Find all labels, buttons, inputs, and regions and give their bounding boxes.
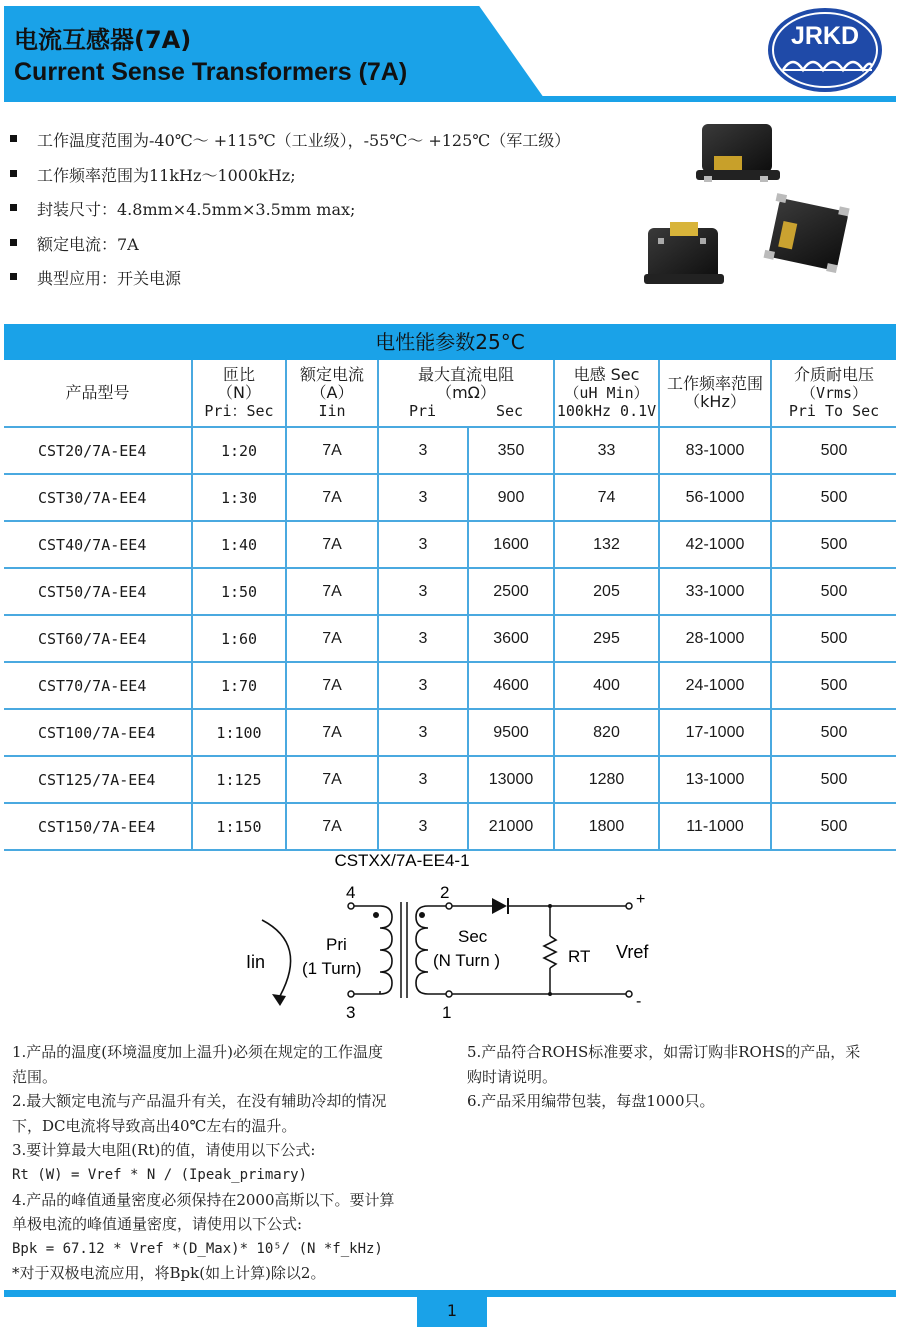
rt-label: RT bbox=[568, 947, 591, 966]
bullet-icon bbox=[10, 239, 17, 246]
cell-dcr-sec: 13000 bbox=[468, 756, 554, 803]
cell-frequency: 83-1000 bbox=[659, 427, 771, 474]
pin-2-label: 2 bbox=[440, 883, 450, 902]
cell-current: 7A bbox=[286, 568, 378, 615]
jrkd-logo bbox=[766, 6, 884, 94]
cell-dcr-sec: 350 bbox=[468, 427, 554, 474]
page-number: 1 bbox=[417, 1294, 487, 1327]
cell-frequency: 11-1000 bbox=[659, 803, 771, 850]
header-frequency: 工作频率范围 （kHz） bbox=[659, 360, 771, 427]
cell-current: 7A bbox=[286, 427, 378, 474]
cell-current: 7A bbox=[286, 756, 378, 803]
cell-model: CST100/7A-EE4 bbox=[4, 709, 192, 756]
spec-table bbox=[4, 360, 896, 851]
vref-plus-terminal bbox=[626, 903, 632, 909]
table-row bbox=[4, 803, 896, 850]
cell-dcr-sec: 2500 bbox=[468, 568, 554, 615]
cell-dcr-pri: 3 bbox=[378, 803, 468, 850]
table-row bbox=[4, 521, 896, 568]
header-turns-ratio: 匝比 （N） Pri：Sec bbox=[192, 360, 286, 427]
cell-inductance: 1800 bbox=[554, 803, 659, 850]
cell-model: CST30/7A-EE4 bbox=[4, 474, 192, 521]
cell-inductance: 33 bbox=[554, 427, 659, 474]
product-photo bbox=[612, 108, 892, 308]
cell-frequency: 33-1000 bbox=[659, 568, 771, 615]
current-arrow-icon bbox=[262, 920, 291, 996]
pin-2-terminal bbox=[446, 903, 452, 909]
feature-item: 工作频率范围为11kHz～1000kHz; bbox=[10, 163, 570, 198]
cell-current: 7A bbox=[286, 521, 378, 568]
cell-current: 7A bbox=[286, 474, 378, 521]
pin-3-terminal bbox=[348, 991, 354, 997]
cell-ratio: 1:150 bbox=[192, 803, 286, 850]
cell-current: 7A bbox=[286, 803, 378, 850]
secondary-dot bbox=[419, 912, 425, 918]
note-line: *对于双极电流应用，将Bpk(如上计算)除以2。 bbox=[12, 1264, 326, 1283]
pin-1-terminal bbox=[446, 991, 452, 997]
feature-item: 封装尺寸：4.8mm×4.5mm×3.5mm max; bbox=[10, 197, 570, 232]
note-line: 购时请说明。 bbox=[467, 1067, 558, 1086]
feature-item: 工作温度范围为-40℃～ +115℃（工业级），-55℃～ +125℃（军工级） bbox=[10, 128, 570, 163]
note-line: 1.产品的温度(环境温度加上温升)必须在规定的工作温度 bbox=[12, 1043, 384, 1061]
pri-turns-label: (1 Turn) bbox=[302, 959, 362, 978]
page-header bbox=[0, 0, 900, 105]
cell-voltage: 500 bbox=[771, 756, 896, 803]
cell-frequency: 56-1000 bbox=[659, 474, 771, 521]
minus-label: - bbox=[636, 993, 642, 1010]
cell-model: CST40/7A-EE4 bbox=[4, 521, 192, 568]
cell-dcr-pri: 3 bbox=[378, 662, 468, 709]
cell-dcr-pri: 3 bbox=[378, 474, 468, 521]
cell-voltage: 500 bbox=[771, 662, 896, 709]
cell-current: 7A bbox=[286, 615, 378, 662]
cell-frequency: 28-1000 bbox=[659, 615, 771, 662]
cell-inductance: 74 bbox=[554, 474, 659, 521]
feature-list bbox=[10, 128, 570, 301]
cell-ratio: 1:70 bbox=[192, 662, 286, 709]
cell-dcr-pri: 3 bbox=[378, 615, 468, 662]
title-chinese: 电流互感器(7A) bbox=[14, 26, 192, 54]
note-line: 5.产品符合ROHS标准要求，如需订购非ROHS的产品，采 bbox=[467, 1043, 861, 1061]
table-row bbox=[4, 474, 896, 521]
cell-dcr-sec: 4600 bbox=[468, 662, 554, 709]
cell-ratio: 1:100 bbox=[192, 709, 286, 756]
table-row bbox=[4, 756, 896, 803]
formula-rt: Rt (W) = Vref * N / (Ipeak_primary) bbox=[12, 1166, 308, 1183]
cell-voltage: 500 bbox=[771, 709, 896, 756]
pin-1-label: 1 bbox=[442, 1003, 452, 1022]
cell-inductance: 295 bbox=[554, 615, 659, 662]
cell-frequency: 24-1000 bbox=[659, 662, 771, 709]
note-line: 下，DC电流将导致高出40℃左右的温升。 bbox=[12, 1116, 297, 1135]
cell-dcr-pri: 3 bbox=[378, 521, 468, 568]
table-row bbox=[4, 615, 896, 662]
cell-frequency: 13-1000 bbox=[659, 756, 771, 803]
cell-frequency: 42-1000 bbox=[659, 521, 771, 568]
note-line: 4.产品的峰值通量密度必须保持在2000高斯以下。要计算 bbox=[12, 1190, 395, 1209]
cell-dcr-sec: 9500 bbox=[468, 709, 554, 756]
feature-item: 额定电流：7A bbox=[10, 232, 570, 267]
note-line: 单极电流的峰值通量密度，请使用以下公式: bbox=[12, 1215, 303, 1234]
bullet-icon bbox=[10, 273, 17, 280]
diode-icon bbox=[492, 898, 507, 914]
schematic-title: CSTXX/7A-EE4-1 bbox=[334, 851, 470, 870]
bullet-icon bbox=[10, 170, 17, 177]
cell-model: CST125/7A-EE4 bbox=[4, 756, 192, 803]
cell-ratio: 1:125 bbox=[192, 756, 286, 803]
cell-model: CST20/7A-EE4 bbox=[4, 427, 192, 474]
header-model: 产品型号 bbox=[4, 360, 192, 427]
cell-current: 7A bbox=[286, 709, 378, 756]
cell-dcr-sec: 900 bbox=[468, 474, 554, 521]
resistor-icon bbox=[544, 936, 556, 968]
cell-inductance: 205 bbox=[554, 568, 659, 615]
sec-label: Sec bbox=[458, 927, 488, 946]
pin-4-terminal bbox=[348, 903, 354, 909]
cell-dcr-pri: 3 bbox=[378, 756, 468, 803]
header-rule bbox=[4, 96, 896, 102]
cell-inductance: 400 bbox=[554, 662, 659, 709]
cell-voltage: 500 bbox=[771, 803, 896, 850]
sec-turns-label: (N Turn ) bbox=[433, 951, 501, 970]
header-rated-current: 额定电流 （A） Iin bbox=[286, 360, 378, 427]
cell-model: CST150/7A-EE4 bbox=[4, 803, 192, 850]
iin-label: Iin bbox=[246, 952, 266, 972]
table-header-row bbox=[4, 360, 896, 427]
cell-voltage: 500 bbox=[771, 615, 896, 662]
secondary-coil bbox=[416, 906, 428, 994]
notes-right bbox=[467, 1040, 887, 1114]
notes-left bbox=[12, 1040, 437, 1286]
cell-voltage: 500 bbox=[771, 427, 896, 474]
plus-label: + bbox=[636, 891, 646, 908]
cell-voltage: 500 bbox=[771, 474, 896, 521]
vref-label: Vref bbox=[616, 942, 649, 962]
cell-dcr-sec: 3600 bbox=[468, 615, 554, 662]
circuit-schematic bbox=[220, 848, 680, 1026]
header-hipot-voltage: 介质耐电压 （Vrms） Pri To Sec bbox=[771, 360, 896, 427]
title-english: Current Sense Transformers (7A) bbox=[14, 58, 408, 86]
cell-dcr-pri: 3 bbox=[378, 427, 468, 474]
cell-model: CST70/7A-EE4 bbox=[4, 662, 192, 709]
cell-current: 7A bbox=[286, 662, 378, 709]
primary-dot bbox=[373, 912, 379, 918]
table-row bbox=[4, 568, 896, 615]
cell-inductance: 1280 bbox=[554, 756, 659, 803]
cell-dcr-sec: 1600 bbox=[468, 521, 554, 568]
bullet-icon bbox=[10, 135, 17, 142]
cell-inductance: 820 bbox=[554, 709, 659, 756]
cell-dcr-sec: 21000 bbox=[468, 803, 554, 850]
cell-frequency: 17-1000 bbox=[659, 709, 771, 756]
pin-3-label: 3 bbox=[346, 1003, 356, 1022]
formula-bpk: Bpk = 67.12 * Vref *(D_Max)* 10⁵/ (N *f_kHz) bbox=[12, 1240, 383, 1257]
header-inductance: 电感 Sec （uH Min） 100kHz 0.1V bbox=[554, 360, 659, 427]
feature-item: 典型应用：开关电源 bbox=[10, 266, 570, 301]
vref-minus-terminal bbox=[626, 991, 632, 997]
bullet-icon bbox=[10, 204, 17, 211]
header-dc-resistance: 最大直流电阻 （mΩ） Pri Sec bbox=[378, 360, 554, 427]
cell-model: CST60/7A-EE4 bbox=[4, 615, 192, 662]
cell-dcr-pri: 3 bbox=[378, 568, 468, 615]
cell-ratio: 1:40 bbox=[192, 521, 286, 568]
cell-dcr-pri: 3 bbox=[378, 709, 468, 756]
note-line: 6.产品采用编带包装，每盘1000只。 bbox=[467, 1092, 715, 1111]
cell-voltage: 500 bbox=[771, 568, 896, 615]
cell-ratio: 1:60 bbox=[192, 615, 286, 662]
note-line: 范围。 bbox=[12, 1067, 58, 1086]
cell-inductance: 132 bbox=[554, 521, 659, 568]
pri-label: Pri bbox=[326, 935, 347, 954]
note-line: 3.要计算最大电阻(Rt)的值，请使用以下公式: bbox=[12, 1141, 316, 1160]
table-row bbox=[4, 709, 896, 756]
cell-model: CST50/7A-EE4 bbox=[4, 568, 192, 615]
primary-coil bbox=[380, 906, 392, 994]
note-line: 2.最大额定电流与产品温升有关，在没有辅助冷却的情况 bbox=[12, 1092, 387, 1111]
logo-text: JRKD bbox=[790, 22, 860, 50]
cell-ratio: 1:50 bbox=[192, 568, 286, 615]
table-row bbox=[4, 427, 896, 474]
table-title: 电性能参数25°C bbox=[4, 324, 896, 360]
pin-4-label: 4 bbox=[346, 883, 356, 902]
cell-ratio: 1:20 bbox=[192, 427, 286, 474]
table-row bbox=[4, 662, 896, 709]
cell-voltage: 500 bbox=[771, 521, 896, 568]
cell-ratio: 1:30 bbox=[192, 474, 286, 521]
